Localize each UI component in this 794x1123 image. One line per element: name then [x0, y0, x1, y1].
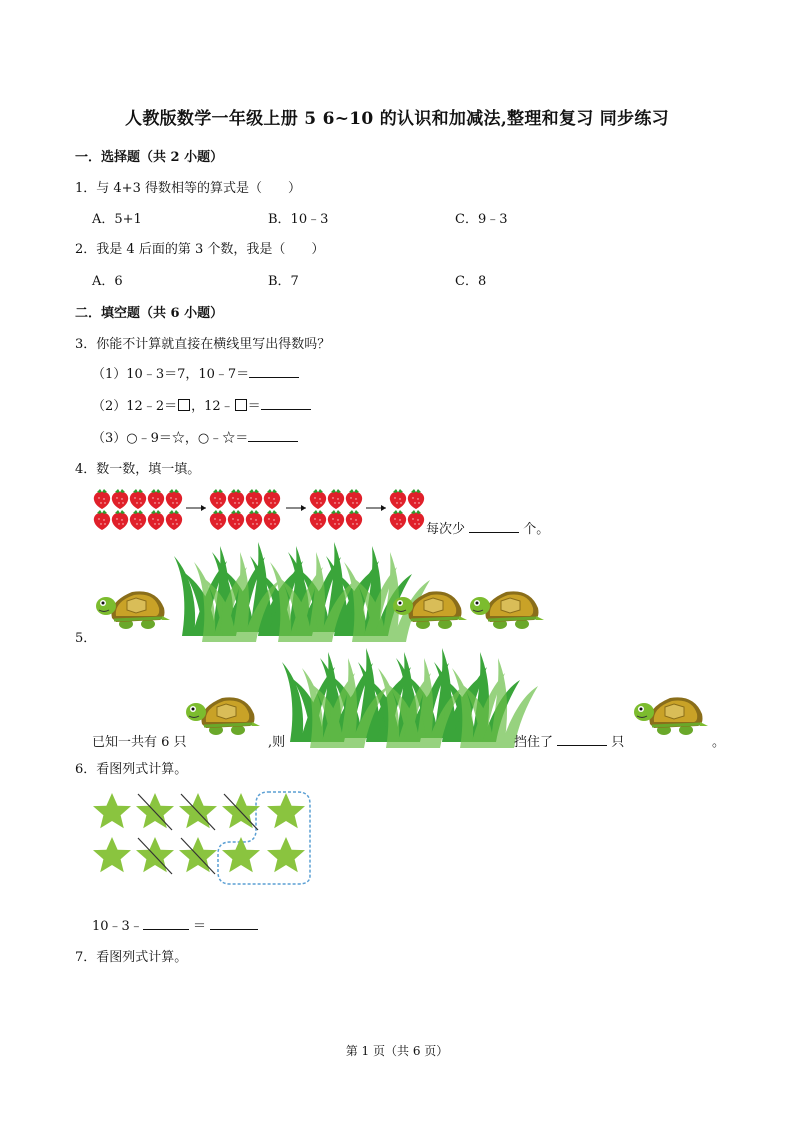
strawberry-group-4 — [390, 489, 424, 530]
strawberry-group-2 — [210, 489, 280, 530]
question-number: 2． — [75, 242, 97, 257]
defs-holder — [0, 0, 1, 1]
q2-option-a[interactable]: A．6 — [92, 274, 123, 289]
strawberry-group-1 — [94, 489, 182, 530]
star-row-top — [93, 793, 305, 828]
star-icon — [93, 837, 131, 872]
q6-eq-b: ＝ — [188, 919, 211, 934]
question-1 — [75, 177, 301, 196]
section-heading-choice: 一．选择题（共 2 小题） — [75, 150, 224, 165]
q3-line-3 — [92, 427, 298, 446]
strawberry-group-3 — [310, 489, 362, 530]
question-7 — [75, 946, 187, 965]
square-box-icon — [235, 399, 247, 411]
question-3 — [75, 333, 330, 352]
q3-line2-a: （2）12﹣2＝ — [92, 399, 178, 414]
question-text: 我是 4 后面的第 3 个数，我是（ ） — [96, 242, 325, 257]
square-box-icon — [178, 399, 190, 411]
answer-blank[interactable] — [249, 365, 299, 378]
question-number: 1． — [75, 181, 97, 196]
q1-option-c[interactable]: C．9﹣3 — [455, 212, 508, 227]
strawberry-sequence — [92, 486, 432, 532]
answer-blank[interactable] — [557, 733, 607, 746]
q5-answer-line — [514, 731, 624, 750]
star-icon — [267, 793, 305, 828]
arrow-right-icon — [286, 505, 306, 511]
question-number: 3． — [75, 337, 97, 352]
question-text: 与 4+3 得数相等的算式是（ ） — [96, 181, 301, 196]
grass-icon — [182, 542, 418, 638]
q3-line1-text: （1）10﹣3＝7，10﹣7＝ — [92, 367, 250, 382]
q4-suffix-a: 每次少 — [426, 522, 470, 537]
q5-hidden-text: 挡住了 — [514, 735, 558, 750]
question-text: 你能不计算就直接在横线里写出得数吗？ — [96, 337, 331, 352]
q3-line-1 — [92, 363, 299, 382]
q3-line3-text: （3）○﹣9＝☆，○﹣☆＝ — [92, 431, 249, 446]
question-text: 看图列式计算。 — [96, 950, 188, 965]
answer-blank[interactable] — [261, 397, 311, 410]
q5-mid: ,则 — [268, 735, 286, 750]
answer-blank[interactable] — [210, 917, 258, 930]
q4-answer-line — [426, 518, 549, 537]
star-icon — [267, 837, 305, 872]
question-number: 6． — [75, 762, 97, 777]
question-2 — [75, 238, 324, 257]
answer-blank[interactable] — [143, 917, 189, 930]
turtle-icon — [186, 688, 266, 740]
question-text: 看图列式计算。 — [96, 762, 188, 777]
star-icon — [93, 793, 131, 828]
star-diagram — [90, 784, 315, 888]
grass-icon — [290, 648, 526, 744]
q5-prefix: 已知一共有 6 只 — [92, 735, 187, 750]
q3-line2-b: ，12﹣ — [191, 399, 234, 414]
q4-suffix-b: 个。 — [519, 522, 550, 537]
section-heading-fill: 二．填空题（共 6 小题） — [75, 306, 224, 321]
q3-line-2 — [92, 395, 311, 414]
page-title: 人教版数学一年级上册 5 6~10 的认识和加减法,整理和复习 同步练习 — [125, 109, 669, 129]
arrow-right-icon — [366, 505, 386, 511]
answer-blank[interactable] — [248, 429, 298, 442]
q1-option-b[interactable]: B．10﹣3 — [268, 212, 329, 227]
q5-end: 。 — [712, 735, 726, 750]
q3-line2-c: ＝ — [247, 399, 261, 414]
page-footer: 第 1 页（共 6 页） — [345, 1044, 449, 1058]
turtle-icon — [470, 582, 550, 634]
turtle-icon — [393, 582, 473, 634]
q2-option-b[interactable]: B．7 — [268, 274, 299, 289]
question-text: 数一数，填一填。 — [96, 462, 201, 477]
answer-blank[interactable] — [469, 520, 519, 533]
turtle-icon — [96, 582, 176, 634]
q6-equation — [92, 915, 258, 934]
arrow-right-icon — [186, 505, 206, 511]
q5-unit: 只 — [607, 735, 625, 750]
question-number: 4． — [75, 462, 97, 477]
star-row-bottom — [93, 837, 305, 872]
question-5-number: 5． — [75, 631, 97, 646]
q6-eq-a: 10﹣3﹣ — [92, 919, 143, 934]
turtle-icon — [634, 688, 714, 740]
q2-option-c[interactable]: C．8 — [455, 274, 487, 289]
question-4 — [75, 458, 200, 477]
q1-option-a[interactable]: A．5+1 — [92, 212, 142, 227]
question-6 — [75, 758, 187, 777]
question-number: 7． — [75, 950, 97, 965]
